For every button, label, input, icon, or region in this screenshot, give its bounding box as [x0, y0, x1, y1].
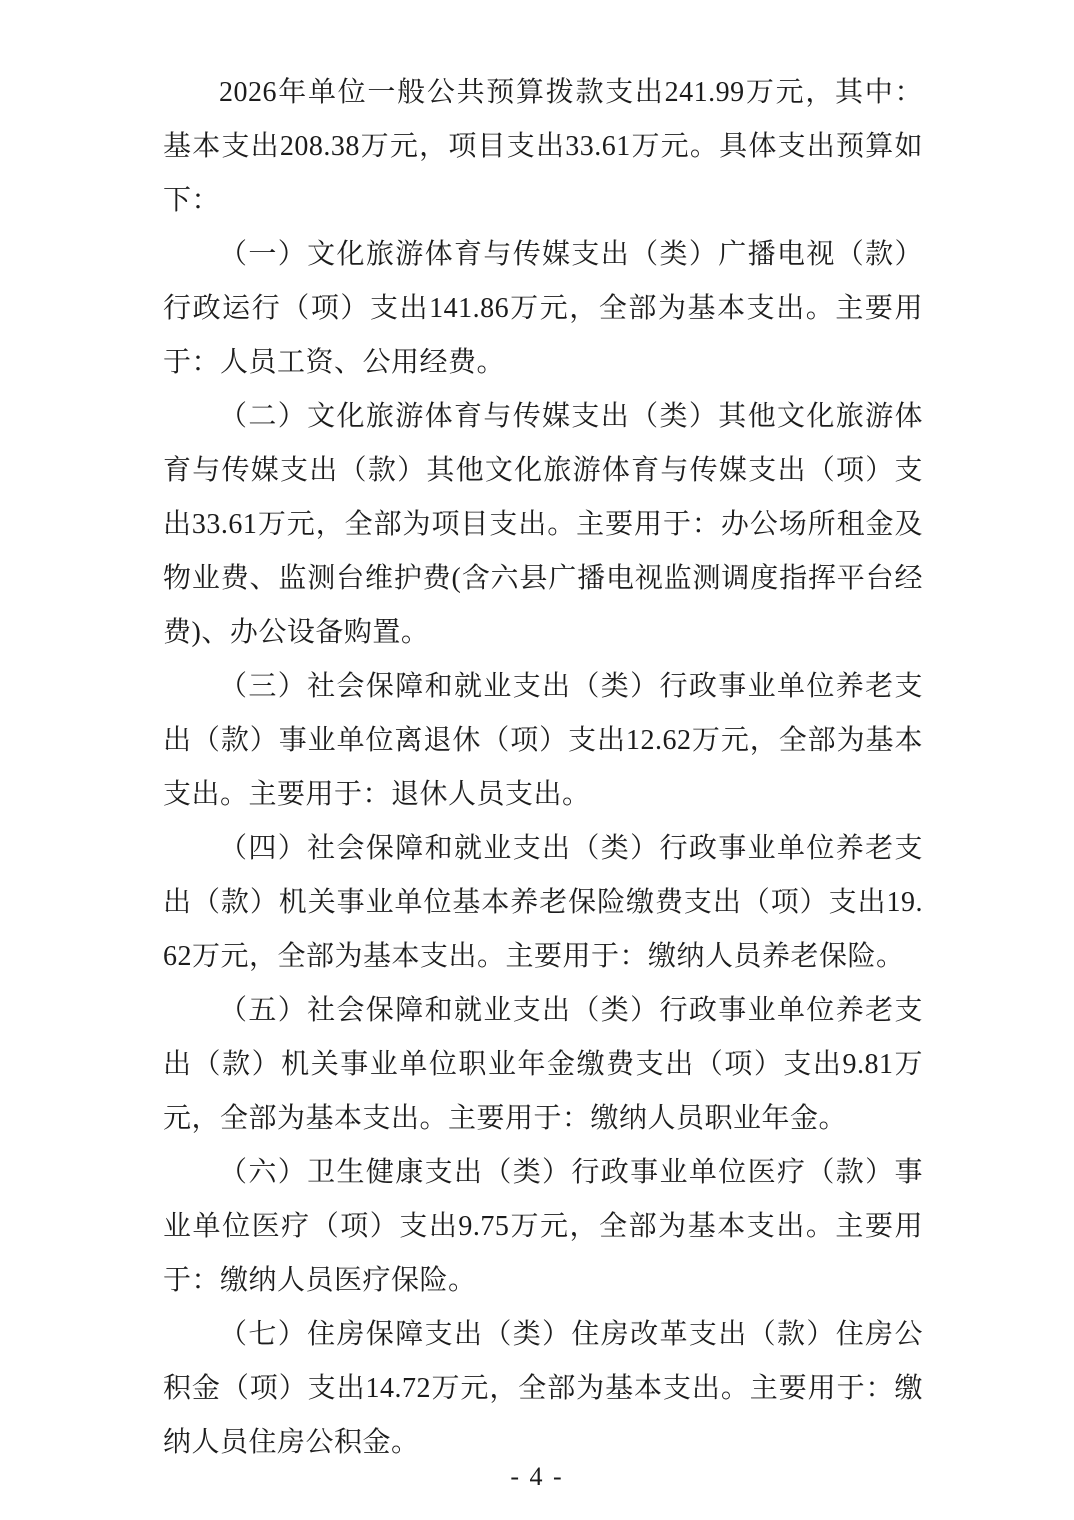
paragraph-item-3-social-security-retirement: （三）社会保障和就业支出（类）行政事业单位养老支出（款）事业单位离退休（项）支出12.62万元，全部为基本支出。主要用于：退休人员支出。: [163, 671, 923, 810]
paragraph-item-4-basic-pension-insurance: （四）社会保障和就业支出（类）行政事业单位养老支出（款）机关事业单位基本养老保险缴费支出（项）支出19.62万元，全部为基本支出。主要用于：缴纳人员养老保险。: [163, 833, 923, 972]
paragraph-item-6-health-medical: （六）卫生健康支出（类）行政事业单位医疗（款）事业单位医疗（项）支出9.75万元，全部为基本支出。主要用于：缴纳人员医疗保险。: [163, 1157, 923, 1296]
paragraph-item-7-housing-provident-fund: （七）住房保障支出（类）住房改革支出（款）住房公积金（项）支出14.72万元，全部为基本支出。主要用于：缴纳人员住房公积金。: [163, 1319, 923, 1458]
document-body: [163, 66, 923, 1470]
page-footer: [0, 1462, 1074, 1492]
page-number: - 4 -: [510, 1462, 564, 1491]
paragraph-item-1-culture-tourism-broadcast-admin: （一）文化旅游体育与传媒支出（类）广播电视（款）行政运行（项）支出141.86万元，全部为基本支出。主要用于：人员工资、公用经费。: [163, 239, 923, 378]
paragraph-item-5-occupational-annuity: （五）社会保障和就业支出（类）行政事业单位养老支出（款）机关事业单位职业年金缴费支出（项）支出9.81万元，全部为基本支出。主要用于：缴纳人员职业年金。: [163, 995, 923, 1134]
paragraph-budget-overview: 2026年单位一般公共预算拨款支出241.99万元，其中：基本支出208.38万元，项目支出33.61万元。具体支出预算如下：: [163, 77, 923, 216]
paragraph-item-2-other-culture-tourism-media: （二）文化旅游体育与传媒支出（类）其他文化旅游体育与传媒支出（款）其他文化旅游体育与传媒支出（项）支出33.61万元，全部为项目支出。主要用于：办公场所租金及物业费、监测台维护费(含六县广播电视监测调度指挥平台经费)、办公设备购置。: [163, 401, 923, 648]
